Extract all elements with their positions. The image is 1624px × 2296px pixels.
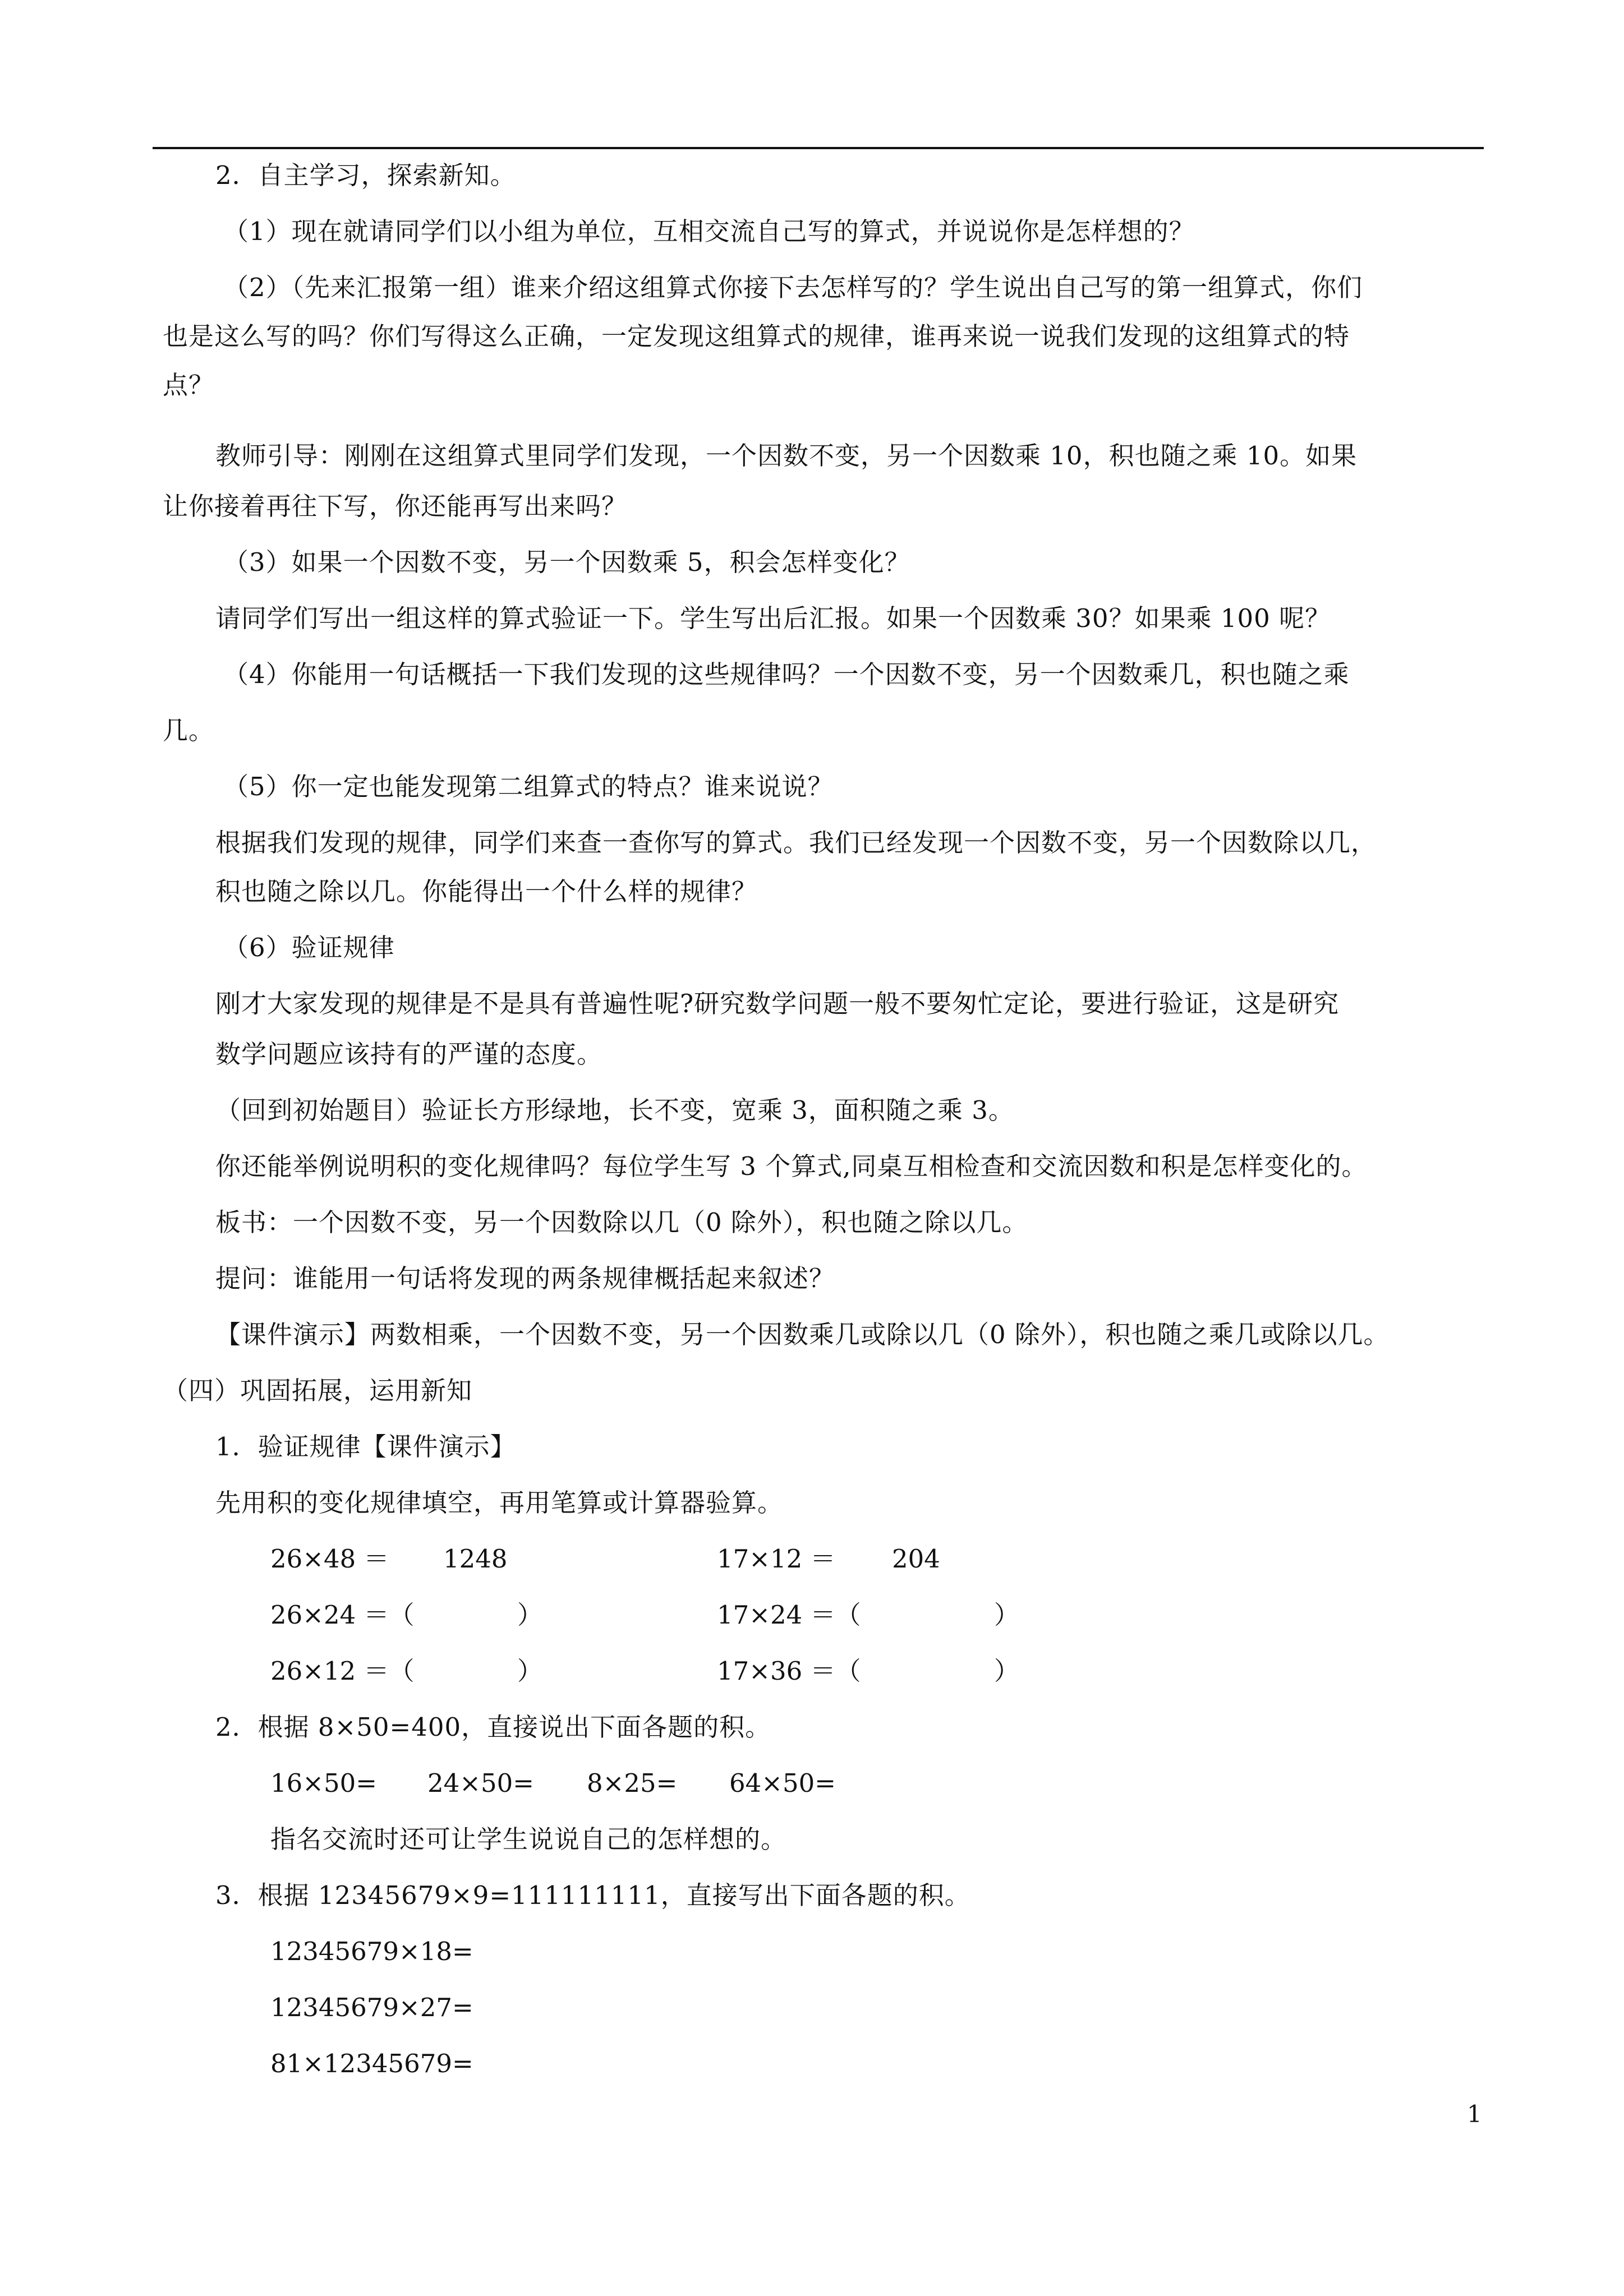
exercise-expression: 17×36 ＝（ — [717, 1656, 861, 1686]
paragraph-line: 数学问题应该持有的严谨的态度。 — [215, 1039, 603, 1069]
write-product: 12345679×18= — [270, 1937, 473, 1966]
paragraph-line: 先用积的变化规律填空，再用笔算或计算器验算。 — [215, 1488, 784, 1518]
exercise-expression: 26×12 ＝（ — [270, 1656, 415, 1686]
exercise-heading: 2．根据 8×50=400，直接说出下面各题的积。 — [215, 1712, 771, 1742]
exercise-expression: 26×24 ＝（ — [270, 1600, 415, 1630]
paragraph-line: 几。 — [163, 716, 215, 745]
paragraph-line: （2）（先来汇报第一组）谁来介绍这组算式你接下去怎样写的？学生说出自己写的第一组算式，你们 — [223, 273, 1363, 302]
exercise-expression: 17×24 ＝（ — [717, 1600, 861, 1630]
exercise-blank-close: ） — [517, 1656, 543, 1686]
paragraph-line: 刚才大家发现的规律是不是具有普遍性呢?研究数学问题一般不要匆忙定论，要进行验证，这是研究 — [215, 989, 1340, 1018]
paragraph-line: 根据我们发现的规律，同学们来查一查你写的算式。我们已经发现一个因数不变，另一个因数除以几， — [215, 828, 1377, 857]
paragraph-line: 教师引导：刚刚在这组算式里同学们发现，一个因数不变，另一个因数乘 10，积也随之乘 10。如果 — [215, 441, 1358, 471]
exercise-blank-close: ） — [517, 1600, 543, 1630]
paragraph-line: 点？ — [163, 370, 215, 400]
paragraph-line: （6）验证规律 — [223, 933, 395, 962]
paragraph-line: （3）如果一个因数不变，另一个因数乘 5，积会怎样变化？ — [223, 547, 910, 577]
quick-product: 8×25= — [587, 1768, 678, 1798]
exercise-expression: 17×12 ＝ — [717, 1544, 836, 1574]
write-product: 81×12345679= — [270, 2049, 473, 2078]
paragraph-line: 指名交流时还可让学生说说自己的怎样想的。 — [270, 1824, 787, 1854]
exercise-heading: 1．验证规律【课件演示】 — [215, 1432, 516, 1461]
exercise-answer: 204 — [892, 1544, 940, 1574]
paragraph-line: （1）现在就请同学们以小组为单位，互相交流自己写的算式，并说说你是怎样想的？ — [223, 216, 1195, 246]
paragraph-line: 请同学们写出一组这样的算式验证一下。学生写出后汇报。如果一个因数乘 30？如果乘 100 呢？ — [215, 603, 1331, 633]
paragraph-line: 积也随之除以几。你能得出一个什么样的规律？ — [215, 877, 758, 906]
paragraph-line: 提问：谁能用一句话将发现的两条规律概括起来叙述？ — [215, 1264, 835, 1293]
exercise-blank-close: ） — [994, 1656, 1020, 1686]
paragraph-line: 也是这么写的吗？你们写得这么正确，一定发现这组算式的规律，谁再来说一说我们发现的这组算式的特 — [163, 321, 1350, 351]
exercise-answer: 1248 — [443, 1544, 508, 1574]
paragraph-line: 让你接着再往下写，你还能再写出来吗？ — [163, 491, 628, 521]
write-product: 12345679×27= — [270, 1993, 473, 2022]
paragraph-line: （4）你能用一句话概括一下我们发现的这些规律吗？一个因数不变，另一个因数乘几，积也随之乘 — [223, 660, 1350, 689]
quick-product: 64×50= — [729, 1768, 836, 1798]
section-heading: 2．自主学习，探索新知。 — [215, 160, 516, 190]
paragraph-line: （回到初始题目）验证长方形绿地，长不变，宽乘 3，面积随之乘 3。 — [215, 1095, 1014, 1125]
paragraph-line: 板书：一个因数不变，另一个因数除以几（0 除外），积也随之除以几。 — [215, 1207, 1028, 1237]
quick-product: 16×50= — [270, 1768, 377, 1798]
exercise-blank-close: ） — [994, 1600, 1020, 1630]
header-rule — [153, 147, 1484, 149]
section-heading: （四）巩固拓展，运用新知 — [163, 1376, 473, 1405]
quick-product: 24×50= — [427, 1768, 534, 1798]
exercise-heading: 3．根据 12345679×9=111111111，直接写出下面各题的积。 — [215, 1880, 970, 1910]
paragraph-line: （5）你一定也能发现第二组算式的特点？谁来说说？ — [223, 772, 834, 801]
page-number: 1 — [1467, 2100, 1482, 2128]
paragraph-line: 【课件演示】两数相乘，一个因数不变，另一个因数乘几或除以几（0 除外），积也随之乘几或除以几。 — [215, 1320, 1390, 1349]
paragraph-line: 你还能举例说明积的变化规律吗？每位学生写 3 个算式,同桌互相检查和交流因数和积是怎样变化的。 — [215, 1151, 1368, 1181]
exercise-expression: 26×48 ＝ — [270, 1544, 389, 1574]
